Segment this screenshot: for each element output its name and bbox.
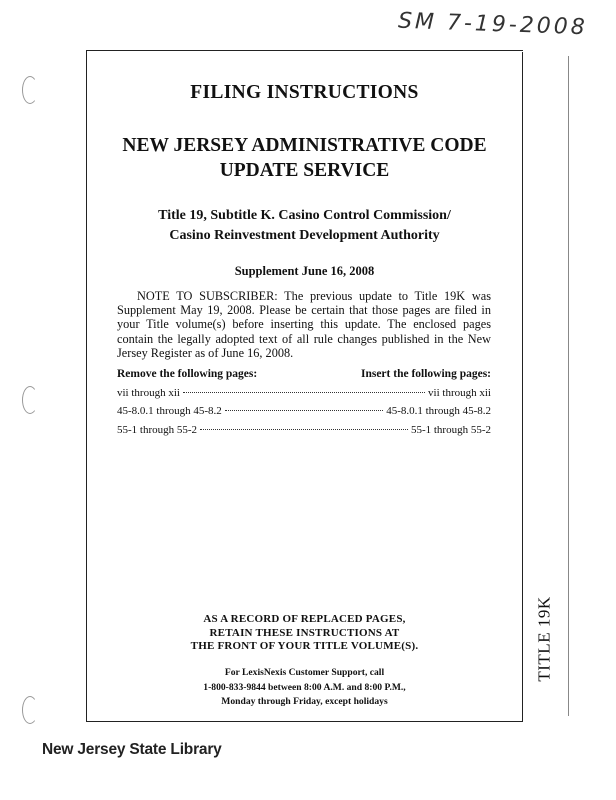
frame-border-top: [86, 50, 523, 51]
subscriber-note: NOTE TO SUBSCRIBER: The previous update to Title 19K was Supplement May 19, 2008. Please be certain that those pages are filed in your Title volume(s) before inserting this update. The enclosed pages contain the legally adopted text of all rule changes published in the New Jersey Register as of June 16, 2008.: [117, 289, 491, 360]
page-edge-line: [568, 56, 569, 716]
dot-leader: [200, 416, 408, 430]
library-stamp: New Jersey State Library: [42, 741, 222, 758]
support-line3: Monday through Friday, except holidays: [221, 696, 388, 708]
code-title-line2: UPDATE SERVICE: [219, 160, 390, 181]
supplement-date: Supplement June 16, 2008: [234, 264, 375, 278]
insert-pages-cell: 55-1 through 55-2: [410, 423, 491, 436]
pages-table: [117, 368, 491, 437]
record-notice: [86, 613, 523, 654]
record-notice-line1: AS A RECORD OF REPLACED PAGES,: [203, 613, 406, 625]
record-notice-line3: THE FRONT OF YOUR TITLE VOLUME(S).: [190, 640, 419, 653]
insert-header: Insert the following pages:: [360, 368, 491, 380]
customer-support-info: [86, 666, 523, 710]
spine-label-text: TITLE 19K: [535, 596, 555, 682]
punch-hole-bottom: [22, 696, 38, 724]
punch-hole-top: [22, 76, 38, 104]
remove-header: Remove the following pages:: [117, 368, 258, 380]
page-title: FILING INSTRUCTIONS: [190, 82, 419, 103]
insert-pages-cell: 45-8.0.1 through 45-8.2: [386, 405, 491, 417]
remove-pages-cell: 55-1 through 55-2: [117, 423, 198, 436]
table-row: [117, 419, 491, 438]
code-title-line1: NEW JERSEY ADMINISTRATIVE CODE: [122, 135, 487, 156]
support-line2: 1-800-833-9844 between 8:00 A.M. and 8:00 P.M.,: [203, 681, 406, 693]
subtitle-line2: Casino Reinvestment Development Authority: [169, 228, 440, 243]
remove-pages-cell: vii through xii: [117, 386, 180, 399]
dot-leader: [183, 379, 425, 393]
spine-label: [528, 596, 562, 682]
remove-pages-cell: 45-8.0.1 through 45-8.2: [117, 405, 222, 417]
support-line1: For LexisNexis Customer Support, call: [224, 667, 385, 678]
punch-hole-middle: [22, 386, 38, 414]
subtitle-line1: Title 19, Subtitle K. Casino Control Commission/: [158, 208, 451, 223]
subtitle: [86, 206, 523, 246]
dot-leader: [225, 397, 383, 411]
record-notice-line2: RETAIN THESE INSTRUCTIONS AT: [209, 626, 400, 639]
handwritten-date-note: SM 7-19-2008: [397, 8, 589, 41]
code-title: [86, 133, 523, 183]
insert-pages-cell: vii through xii: [428, 386, 491, 399]
frame-border-bottom: [86, 721, 523, 722]
